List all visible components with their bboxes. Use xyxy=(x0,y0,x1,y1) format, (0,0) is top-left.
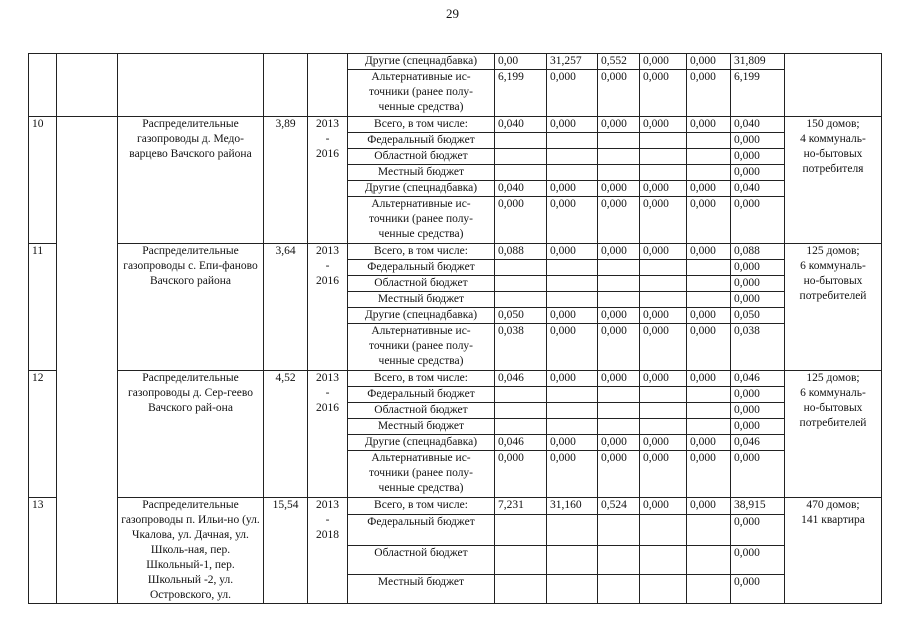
value-cell xyxy=(495,545,547,574)
value-cell: 0,000 xyxy=(598,451,640,498)
value-cell: 0,000 xyxy=(547,70,598,117)
value-cell: 0,000 xyxy=(640,244,687,260)
years: 2013 - 2016 xyxy=(308,371,348,498)
result-cell: 125 домов; 6 коммуналь- но-бытовых потребителей xyxy=(785,244,882,371)
funding-source: Всего, в том числе: xyxy=(348,117,495,133)
value-cell: 0,000 xyxy=(687,451,731,498)
value-cell: 0,000 xyxy=(731,260,785,276)
value-cell xyxy=(640,419,687,435)
value-cell xyxy=(687,419,731,435)
value-cell: 0,000 xyxy=(731,574,785,603)
value-cell xyxy=(640,514,687,545)
years-cell xyxy=(308,54,348,117)
value-cell: 0,046 xyxy=(731,435,785,451)
value-cell xyxy=(547,133,598,149)
value-cell: 0,000 xyxy=(731,514,785,545)
value-cell: 0,000 xyxy=(640,54,687,70)
value-cell xyxy=(495,574,547,603)
table-row xyxy=(29,371,882,387)
value-cell: 0,000 xyxy=(547,244,598,260)
value-cell: 0,040 xyxy=(495,117,547,133)
object-name: Распределительные газопроводы д. Сер-геево Вачского рай-она xyxy=(118,371,264,498)
value-cell xyxy=(687,514,731,545)
length-cell xyxy=(264,54,308,117)
value-cell: 0,000 xyxy=(598,435,640,451)
value-cell xyxy=(640,403,687,419)
funding-source: Федеральный бюджет xyxy=(348,260,495,276)
value-cell xyxy=(640,292,687,308)
funding-source: Альтернативные ис- точники (ранее полу- ченные средства) xyxy=(348,70,495,117)
value-cell xyxy=(598,545,640,574)
value-cell: 0,000 xyxy=(547,197,598,244)
result-cell xyxy=(785,54,882,117)
value-cell xyxy=(547,403,598,419)
value-cell: 0,038 xyxy=(495,324,547,371)
value-cell xyxy=(495,149,547,165)
value-cell xyxy=(687,574,731,603)
value-cell: 0,000 xyxy=(598,197,640,244)
value-cell xyxy=(495,276,547,292)
result-cell: 125 домов; 6 коммуналь- но-бытовых потребителей xyxy=(785,371,882,498)
value-cell: 0,000 xyxy=(687,70,731,117)
value-cell xyxy=(495,387,547,403)
value-cell: 0,040 xyxy=(731,117,785,133)
value-cell: 0,000 xyxy=(640,324,687,371)
value-cell: 0,000 xyxy=(640,308,687,324)
value-cell: 0,524 xyxy=(598,498,640,515)
value-cell: 6,199 xyxy=(495,70,547,117)
value-cell: 0,000 xyxy=(731,451,785,498)
value-cell xyxy=(547,260,598,276)
value-cell: 0,000 xyxy=(640,197,687,244)
row-number: 13 xyxy=(29,498,57,604)
num-cell xyxy=(29,54,57,117)
value-cell xyxy=(547,165,598,181)
funding-source: Местный бюджет xyxy=(348,419,495,435)
value-cell: 0,000 xyxy=(687,197,731,244)
funding-source: Областной бюджет xyxy=(348,403,495,419)
result-cell: 150 домов; 4 коммуналь- но-бытовых потребителя xyxy=(785,117,882,244)
value-cell: 0,000 xyxy=(731,403,785,419)
funding-source: Местный бюджет xyxy=(348,165,495,181)
value-cell: 0,000 xyxy=(640,371,687,387)
value-cell: 0,000 xyxy=(731,387,785,403)
funding-source: Другие (спецнадбавка) xyxy=(348,181,495,197)
value-cell: 0,050 xyxy=(495,308,547,324)
value-cell: 0,000 xyxy=(687,435,731,451)
value-cell: 7,231 xyxy=(495,498,547,515)
funding-source: Федеральный бюджет xyxy=(348,387,495,403)
value-cell xyxy=(687,133,731,149)
value-cell xyxy=(687,292,731,308)
value-cell: 0,000 xyxy=(598,181,640,197)
value-cell xyxy=(687,276,731,292)
value-cell: 0,000 xyxy=(598,371,640,387)
years: 2013 - 2018 xyxy=(308,498,348,604)
funding-source: Другие (спецнадбавка) xyxy=(348,435,495,451)
value-cell: 0,088 xyxy=(731,244,785,260)
value-cell xyxy=(687,403,731,419)
funding-source: Альтернативные ис- точники (ранее полу- ченные средства) xyxy=(348,324,495,371)
value-cell: 0,00 xyxy=(495,54,547,70)
value-cell xyxy=(495,260,547,276)
value-cell: 0,000 xyxy=(687,371,731,387)
funding-source: Местный бюджет xyxy=(348,292,495,308)
value-cell: 0,000 xyxy=(731,545,785,574)
value-cell: 0,000 xyxy=(547,451,598,498)
object-name: Распределительные газопроводы п. Ильи-но (ул. Чкалова, ул. Дачная, ул. Школь-ная, пер. Школьный-1, пер. Школьный -2, ул. Островского, ул. xyxy=(118,498,264,604)
funding-source: Областной бюджет xyxy=(348,545,495,574)
table-row xyxy=(29,54,882,70)
value-cell xyxy=(547,387,598,403)
value-cell xyxy=(640,133,687,149)
funding-source: Федеральный бюджет xyxy=(348,514,495,545)
value-cell: 0,000 xyxy=(687,308,731,324)
value-cell: 0,000 xyxy=(547,117,598,133)
value-cell: 0,040 xyxy=(731,181,785,197)
funding-source: Альтернативные ис- точники (ранее полу- ченные средства) xyxy=(348,197,495,244)
value-cell: 0,046 xyxy=(495,435,547,451)
value-cell: 0,000 xyxy=(547,324,598,371)
value-cell xyxy=(547,419,598,435)
value-cell xyxy=(640,260,687,276)
value-cell xyxy=(547,276,598,292)
value-cell: 0,000 xyxy=(687,324,731,371)
value-cell: 0,000 xyxy=(598,308,640,324)
value-cell xyxy=(495,419,547,435)
row-number: 10 xyxy=(29,117,57,244)
value-cell: 0,000 xyxy=(598,324,640,371)
value-cell xyxy=(495,403,547,419)
value-cell: 31,809 xyxy=(731,54,785,70)
value-cell xyxy=(598,419,640,435)
value-cell: 0,000 xyxy=(598,70,640,117)
value-cell xyxy=(687,260,731,276)
value-cell xyxy=(640,387,687,403)
value-cell: 0,000 xyxy=(687,181,731,197)
value-cell: 0,000 xyxy=(640,70,687,117)
value-cell: 0,000 xyxy=(640,181,687,197)
funding-source: Областной бюджет xyxy=(348,276,495,292)
funding-source: Федеральный бюджет xyxy=(348,133,495,149)
value-cell xyxy=(640,165,687,181)
length-km: 4,52 xyxy=(264,371,308,498)
value-cell xyxy=(598,514,640,545)
value-cell: 0,000 xyxy=(731,165,785,181)
value-cell: 0,000 xyxy=(731,149,785,165)
value-cell xyxy=(687,387,731,403)
value-cell: 0,000 xyxy=(687,498,731,515)
value-cell xyxy=(598,165,640,181)
value-cell: 0,088 xyxy=(495,244,547,260)
value-cell xyxy=(640,149,687,165)
value-cell xyxy=(640,545,687,574)
value-cell xyxy=(495,133,547,149)
program-table xyxy=(28,53,882,604)
value-cell: 0,038 xyxy=(731,324,785,371)
funding-source: Местный бюджет xyxy=(348,574,495,603)
funding-source: Областной бюджет xyxy=(348,149,495,165)
years: 2013 - 2016 xyxy=(308,117,348,244)
value-cell: 0,000 xyxy=(547,308,598,324)
col-blank-cell xyxy=(57,117,118,604)
funding-source: Всего, в том числе: xyxy=(348,244,495,260)
row-number: 12 xyxy=(29,371,57,498)
value-cell xyxy=(598,276,640,292)
name-cell xyxy=(118,54,264,117)
value-cell xyxy=(598,292,640,308)
value-cell: 31,160 xyxy=(547,498,598,515)
result-cell: 470 домов; 141 квартира xyxy=(785,498,882,604)
value-cell: 0,000 xyxy=(495,451,547,498)
value-cell: 0,000 xyxy=(598,244,640,260)
value-cell: 0,000 xyxy=(495,197,547,244)
value-cell: 0,000 xyxy=(687,117,731,133)
value-cell: 0,000 xyxy=(731,197,785,244)
value-cell: 0,000 xyxy=(547,371,598,387)
value-cell: 0,552 xyxy=(598,54,640,70)
years: 2013 - 2016 xyxy=(308,244,348,371)
value-cell xyxy=(598,149,640,165)
value-cell: 0,000 xyxy=(547,181,598,197)
value-cell: 0,000 xyxy=(640,451,687,498)
value-cell: 0,000 xyxy=(731,133,785,149)
value-cell: 0,050 xyxy=(731,308,785,324)
value-cell xyxy=(547,574,598,603)
value-cell xyxy=(598,403,640,419)
value-cell xyxy=(640,276,687,292)
funding-source: Всего, в том числе: xyxy=(348,498,495,515)
value-cell: 0,000 xyxy=(640,498,687,515)
funding-source: Всего, в том числе: xyxy=(348,371,495,387)
value-cell xyxy=(495,165,547,181)
value-cell: 0,046 xyxy=(731,371,785,387)
value-cell xyxy=(687,545,731,574)
value-cell xyxy=(547,149,598,165)
value-cell: 0,040 xyxy=(495,181,547,197)
table-row xyxy=(29,117,882,133)
table-row xyxy=(29,498,882,515)
object-name: Распределительные газопроводы с. Епи-фаново Вачского района xyxy=(118,244,264,371)
value-cell: 0,000 xyxy=(687,244,731,260)
table-row xyxy=(29,244,882,260)
value-cell xyxy=(598,260,640,276)
value-cell xyxy=(547,545,598,574)
length-km: 3,89 xyxy=(264,117,308,244)
value-cell xyxy=(495,514,547,545)
value-cell: 6,199 xyxy=(731,70,785,117)
length-km: 3,64 xyxy=(264,244,308,371)
value-cell: 0,000 xyxy=(687,54,731,70)
value-cell: 31,257 xyxy=(547,54,598,70)
value-cell: 0,000 xyxy=(731,292,785,308)
value-cell: 0,000 xyxy=(731,276,785,292)
value-cell xyxy=(598,387,640,403)
page-number: 29 xyxy=(446,6,459,21)
value-cell: 0,000 xyxy=(731,419,785,435)
value-cell xyxy=(598,133,640,149)
funding-source: Другие (спецнадбавка) xyxy=(348,308,495,324)
value-cell: 0,000 xyxy=(547,435,598,451)
value-cell xyxy=(598,574,640,603)
object-name: Распределительные газопроводы д. Медо-варцево Вачского района xyxy=(118,117,264,244)
col-blank-cell xyxy=(57,54,118,117)
value-cell xyxy=(495,292,547,308)
length-km: 15,54 xyxy=(264,498,308,604)
value-cell: 0,000 xyxy=(598,117,640,133)
value-cell xyxy=(547,292,598,308)
value-cell: 0,000 xyxy=(640,435,687,451)
row-number: 11 xyxy=(29,244,57,371)
value-cell xyxy=(687,149,731,165)
value-cell: 0,000 xyxy=(640,117,687,133)
value-cell xyxy=(547,514,598,545)
value-cell xyxy=(640,574,687,603)
value-cell: 38,915 xyxy=(731,498,785,515)
funding-source: Другие (спецнадбавка) xyxy=(348,54,495,70)
value-cell xyxy=(687,165,731,181)
value-cell: 0,046 xyxy=(495,371,547,387)
funding-source: Альтернативные ис- точники (ранее полу- ченные средства) xyxy=(348,451,495,498)
